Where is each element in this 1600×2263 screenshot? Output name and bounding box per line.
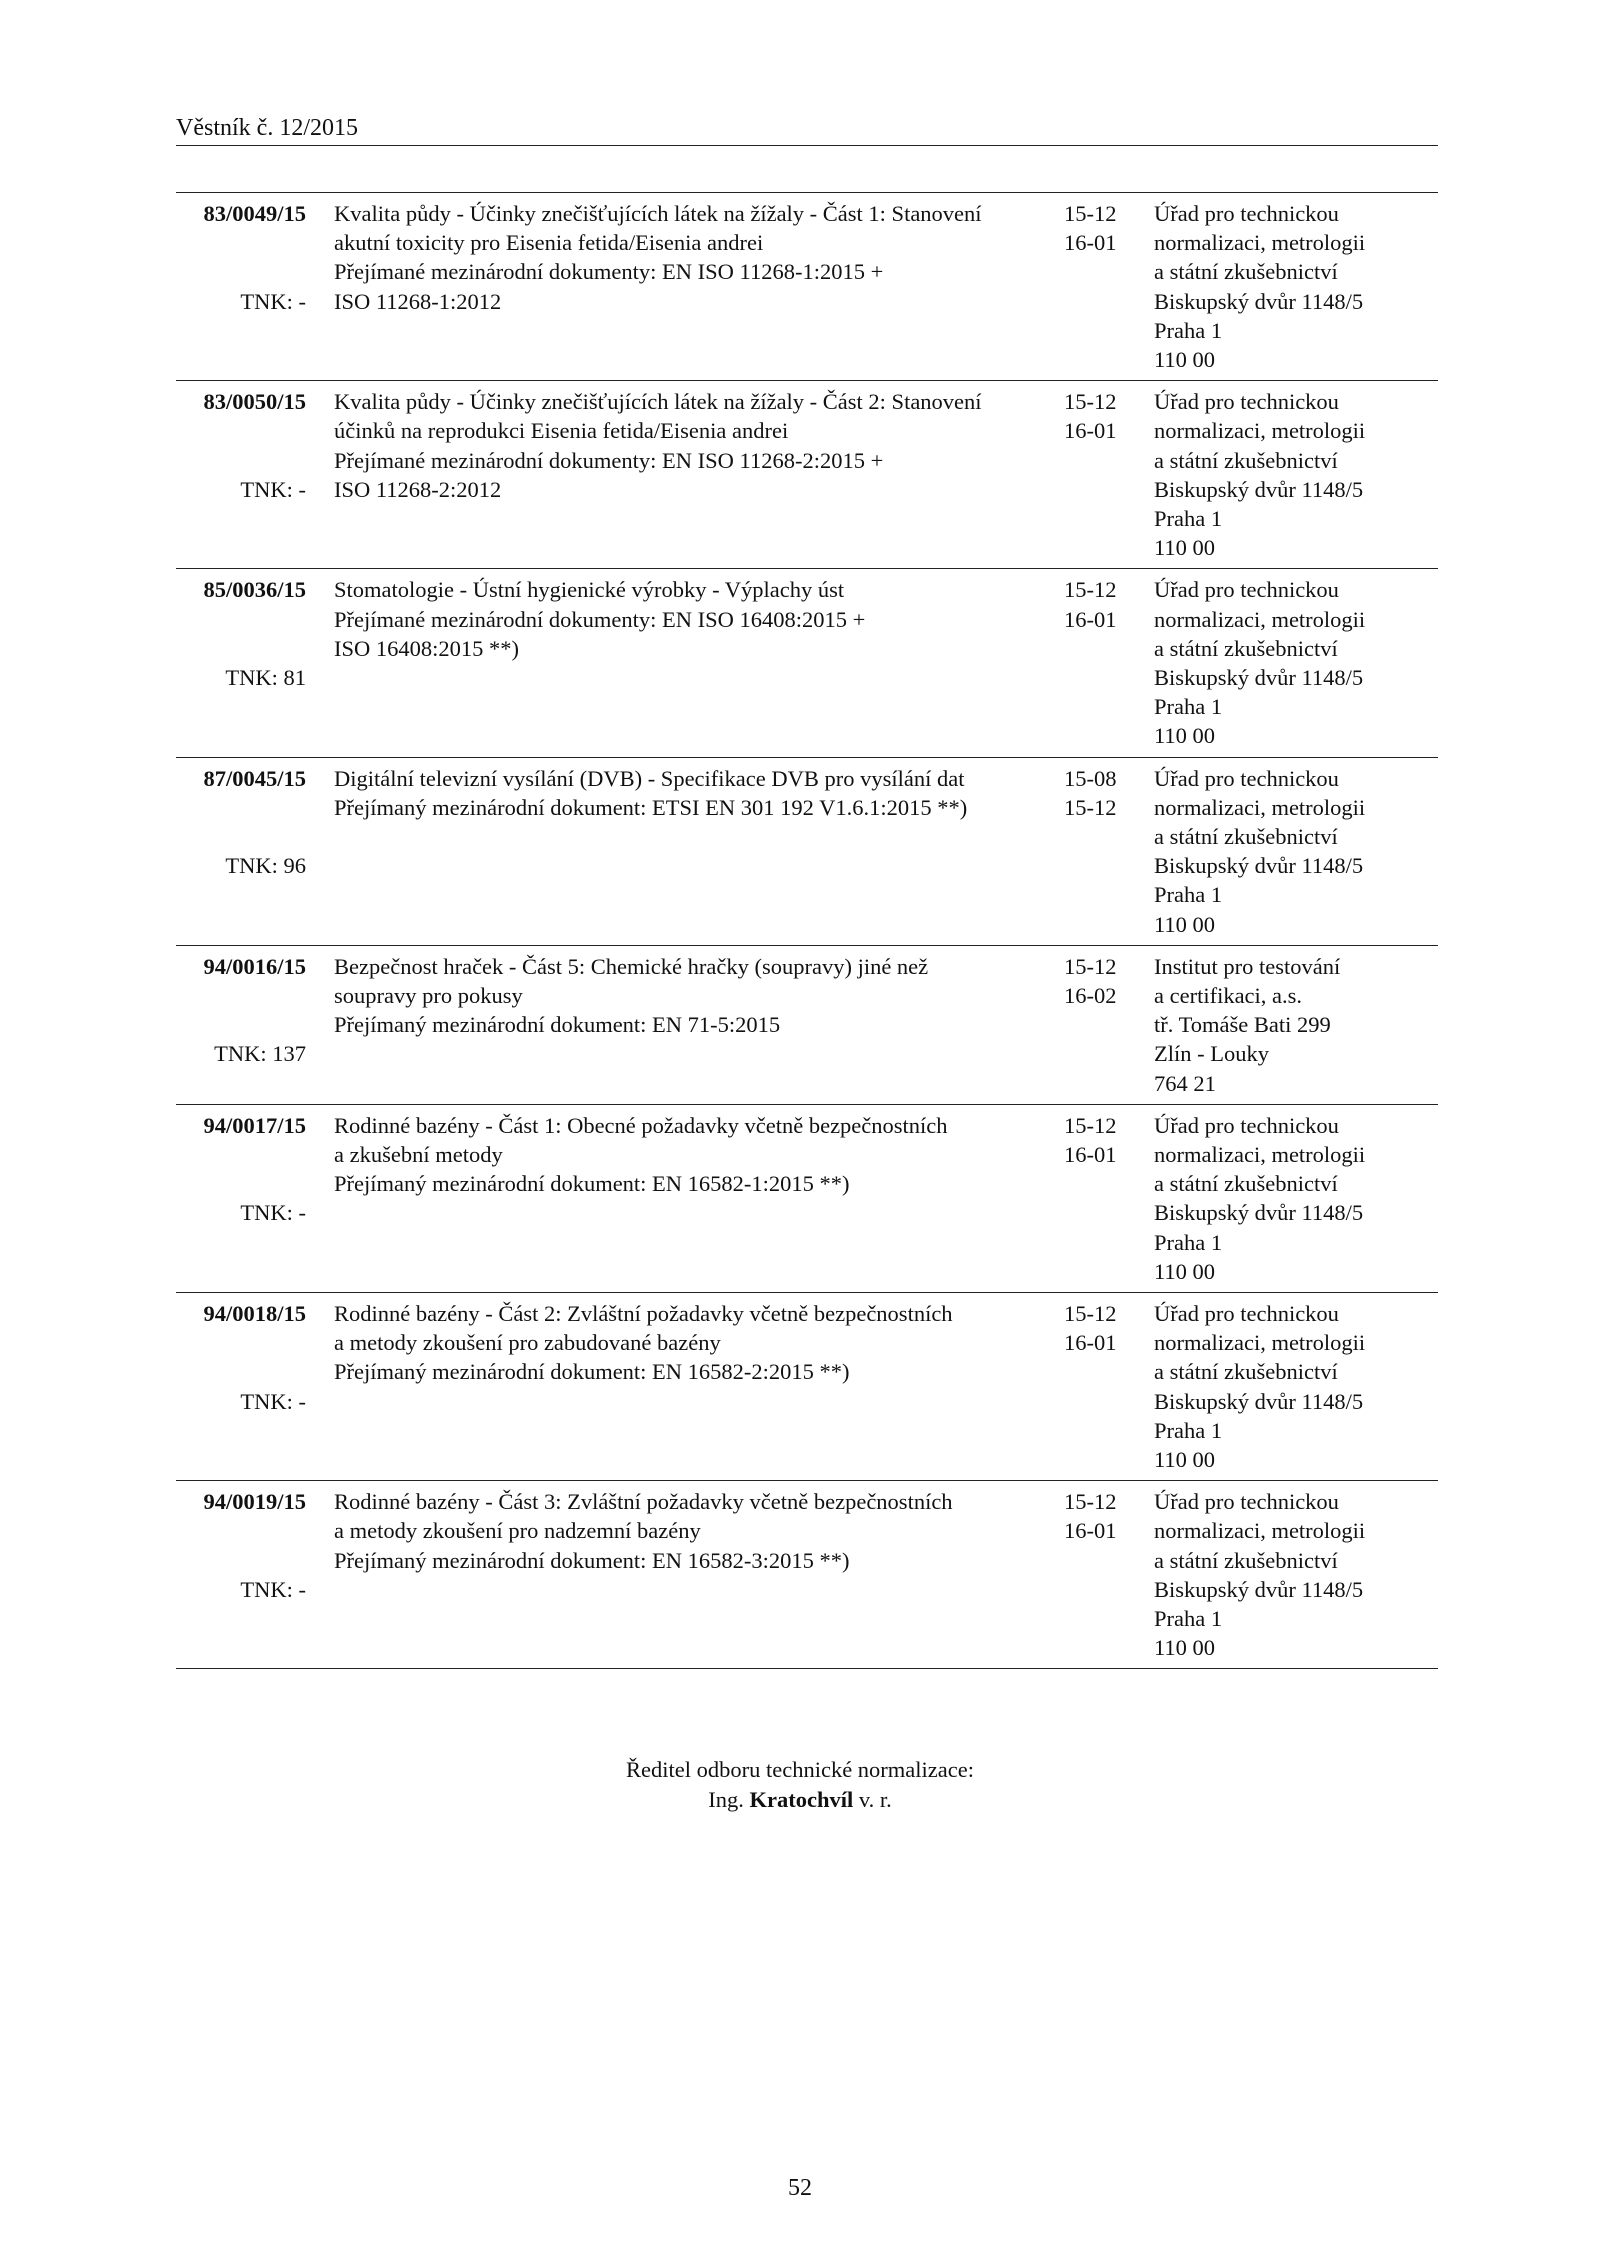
address-line: a státní zkušebnictví xyxy=(1154,447,1338,473)
dates-column xyxy=(1064,764,1144,822)
address-line: normalizaci, metrologii xyxy=(1154,1518,1366,1544)
standard-title xyxy=(334,1487,1054,1575)
table-row xyxy=(176,381,1438,569)
dates-column xyxy=(1064,575,1144,633)
address-line: Praha 1 xyxy=(1154,694,1223,720)
date-value: 16-01 xyxy=(1064,230,1117,256)
address-line: Úřad pro technickou xyxy=(1154,201,1339,226)
row-identifier xyxy=(176,952,306,1098)
title-line: účinků na reprodukci Eisenia fetida/Eisenia andrei xyxy=(334,418,789,444)
processor-address xyxy=(1154,199,1444,374)
address-line: a státní zkušebnictví xyxy=(1154,823,1338,849)
address-line: Biskupský dvůr 1148/5 xyxy=(1154,288,1364,314)
address-line: Úřad pro technickou xyxy=(1154,1489,1339,1515)
title-line: Rodinné bazény - Část 2: Zvláštní požadavky včetně bezpečnostních xyxy=(334,1300,953,1326)
title-line: a metody zkoušení pro zabudované bazény xyxy=(334,1330,721,1356)
standard-title xyxy=(334,1299,1054,1387)
table-row xyxy=(176,1481,1438,1668)
table-row xyxy=(176,1105,1438,1293)
address-line: Úřad pro technickou xyxy=(1154,389,1339,415)
address-line: Úřad pro technickou xyxy=(1154,765,1339,791)
address-line: tř. Tomáše Bati 299 xyxy=(1154,1012,1331,1038)
signature-suffix: v. r. xyxy=(858,1787,892,1812)
address-line: a státní zkušebnictví xyxy=(1154,1359,1338,1385)
address-line: Biskupský dvůr 1148/5 xyxy=(1154,476,1364,502)
address-line: Praha 1 xyxy=(1154,882,1223,908)
address-line: Praha 1 xyxy=(1154,506,1223,531)
date-value: 15-12 xyxy=(1064,953,1117,979)
standard-number: 87/0045/15 xyxy=(203,765,306,791)
address-line: 110 00 xyxy=(1154,1446,1216,1472)
title-line: Kvalita půdy - Účinky znečišťujících látek na žížaly - Část 2: Stanovení xyxy=(334,389,982,415)
processor-address xyxy=(1154,1487,1444,1662)
date-value: 15-12 xyxy=(1064,794,1117,820)
address-line: a státní zkušebnictví xyxy=(1154,635,1338,661)
table-row xyxy=(176,193,1438,381)
row-identifier xyxy=(176,575,306,750)
signature-role: Ředitel odboru technické normalizace: xyxy=(626,1757,974,1782)
processor-address xyxy=(1154,764,1444,939)
row-identifier xyxy=(176,1111,306,1286)
address-line: Praha 1 xyxy=(1154,317,1223,343)
title-line: akutní toxicity pro Eisenia fetida/Eisenia andrei xyxy=(334,230,764,256)
processor-address xyxy=(1154,1111,1444,1286)
processor-address xyxy=(1154,1299,1444,1474)
date-value: 15-12 xyxy=(1064,577,1117,603)
table-row xyxy=(176,1293,1438,1481)
title-line: ISO 16408:2015 **) xyxy=(334,635,519,661)
address-line: normalizaci, metrologii xyxy=(1154,418,1366,444)
row-identifier xyxy=(176,387,306,562)
title-line: Přejímané mezinárodní dokumenty: EN ISO 11268-2:2015 + xyxy=(334,447,884,473)
address-line: normalizaci, metrologii xyxy=(1154,230,1366,256)
title-line: Bezpečnost hraček - Část 5: Chemické hračky (soupravy) jiné než xyxy=(334,953,929,979)
address-line: 764 21 xyxy=(1154,1070,1216,1096)
row-identifier xyxy=(176,199,306,374)
tnk-label: TNK: 81 xyxy=(225,664,306,690)
address-line: normalizaci, metrologii xyxy=(1154,1330,1366,1356)
date-value: 16-01 xyxy=(1064,418,1117,444)
tnk-label: TNK: 96 xyxy=(225,853,306,879)
standard-title xyxy=(334,764,1054,822)
title-line: Digitální televizní vysílání (DVB) - Specifikace DVB pro vysílání dat xyxy=(334,765,965,791)
standard-number: 83/0050/15 xyxy=(203,389,306,415)
title-line: ISO 11268-2:2012 xyxy=(334,476,502,502)
tnk-label: TNK: - xyxy=(240,476,306,502)
address-line: Praha 1 xyxy=(1154,1229,1223,1255)
address-line: Zlín - Louky xyxy=(1154,1041,1269,1067)
tnk-label: TNK: - xyxy=(240,1200,306,1226)
title-line: Přejímaný mezinárodní dokument: EN 16582-2:2015 **) xyxy=(334,1359,850,1385)
title-line: Přejímaný mezinárodní dokument: EN 16582-1:2015 **) xyxy=(334,1171,850,1197)
address-line: normalizaci, metrologii xyxy=(1154,794,1366,820)
address-line: a certifikaci, a.s. xyxy=(1154,982,1303,1008)
processor-address xyxy=(1154,952,1444,1098)
address-line: a státní zkušebnictví xyxy=(1154,1547,1338,1573)
date-value: 16-01 xyxy=(1064,1330,1117,1356)
title-line: Přejímaný mezinárodní dokument: ETSI EN 301 192 V1.6.1:2015 **) xyxy=(334,794,968,820)
standard-number: 94/0016/15 xyxy=(203,953,306,979)
bulletin-title: Věstník č. 12/2015 xyxy=(176,115,358,141)
address-line: a státní zkušebnictví xyxy=(1154,259,1338,285)
address-line: a státní zkušebnictví xyxy=(1154,1171,1338,1197)
address-line: Biskupský dvůr 1148/5 xyxy=(1154,853,1364,879)
address-line: 110 00 xyxy=(1154,1635,1216,1661)
address-line: Biskupský dvůr 1148/5 xyxy=(1154,1200,1364,1226)
signature-name-line xyxy=(0,1785,1600,1815)
standard-title xyxy=(334,199,1054,316)
address-line: 110 00 xyxy=(1154,911,1216,937)
date-value: 15-12 xyxy=(1064,201,1117,226)
date-value: 15-12 xyxy=(1064,1112,1117,1138)
standards-table xyxy=(176,192,1438,1669)
title-line: a metody zkoušení pro nadzemní bazény xyxy=(334,1518,701,1544)
title-line: soupravy pro pokusy xyxy=(334,982,523,1008)
address-line: 110 00 xyxy=(1154,535,1216,561)
tnk-label: TNK: - xyxy=(240,1388,306,1414)
dates-column xyxy=(1064,1487,1144,1545)
title-line: ISO 11268-1:2012 xyxy=(334,288,502,314)
row-identifier xyxy=(176,1487,306,1662)
processor-address xyxy=(1154,575,1444,750)
date-value: 16-01 xyxy=(1064,606,1117,632)
date-value: 15-08 xyxy=(1064,765,1117,791)
address-line: Praha 1 xyxy=(1154,1605,1223,1631)
signature-prefix: Ing. xyxy=(708,1787,744,1812)
address-line: normalizaci, metrologii xyxy=(1154,1141,1366,1167)
standard-title xyxy=(334,952,1054,1040)
row-identifier xyxy=(176,764,306,939)
page-header xyxy=(176,113,1438,146)
title-line: Přejímané mezinárodní dokumenty: EN ISO 16408:2015 + xyxy=(334,606,866,632)
standard-number: 94/0018/15 xyxy=(203,1300,306,1326)
table-row xyxy=(176,946,1438,1105)
address-line: Úřad pro technickou xyxy=(1154,1112,1339,1138)
dates-column xyxy=(1064,1299,1144,1357)
tnk-label: TNK: 137 xyxy=(214,1041,306,1067)
standard-number: 94/0017/15 xyxy=(203,1112,306,1138)
date-value: 16-02 xyxy=(1064,982,1117,1008)
date-value: 15-12 xyxy=(1064,389,1117,415)
date-value: 15-12 xyxy=(1064,1489,1117,1515)
table-row xyxy=(176,569,1438,757)
title-line: a zkušební metody xyxy=(334,1141,503,1167)
address-line: normalizaci, metrologii xyxy=(1154,606,1366,632)
table-row xyxy=(176,758,1438,946)
address-line: Biskupský dvůr 1148/5 xyxy=(1154,1388,1364,1414)
title-line: Stomatologie - Ústní hygienické výrobky - Výplachy úst xyxy=(334,577,845,603)
signature-name: Kratochvíl xyxy=(749,1787,854,1812)
address-line: Biskupský dvůr 1148/5 xyxy=(1154,664,1364,690)
address-line: Praha 1 xyxy=(1154,1417,1223,1443)
address-line: Úřad pro technickou xyxy=(1154,577,1339,603)
standard-number: 83/0049/15 xyxy=(203,201,306,226)
address-line: Úřad pro technickou xyxy=(1154,1300,1339,1326)
dates-column xyxy=(1064,387,1144,445)
date-value: 16-01 xyxy=(1064,1141,1117,1167)
signature-block xyxy=(0,1755,1600,1815)
title-line: Přejímaný mezinárodní dokument: EN 16582-3:2015 **) xyxy=(334,1547,850,1573)
tnk-label: TNK: - xyxy=(240,288,306,314)
standard-title xyxy=(334,387,1054,504)
standard-number: 94/0019/15 xyxy=(203,1489,306,1515)
dates-column xyxy=(1064,199,1144,257)
address-line: 110 00 xyxy=(1154,347,1216,373)
processor-address xyxy=(1154,387,1444,562)
tnk-label: TNK: - xyxy=(240,1576,306,1602)
title-line: Rodinné bazény - Část 1: Obecné požadavky včetně bezpečnostních xyxy=(334,1112,948,1138)
title-line: Přejímané mezinárodní dokumenty: EN ISO 11268-1:2015 + xyxy=(334,259,884,285)
standard-number: 85/0036/15 xyxy=(203,577,306,603)
address-line: Institut pro testování xyxy=(1154,953,1341,979)
date-value: 16-01 xyxy=(1064,1518,1117,1544)
address-line: Biskupský dvůr 1148/5 xyxy=(1154,1576,1364,1602)
standard-title xyxy=(334,575,1054,663)
row-identifier xyxy=(176,1299,306,1474)
dates-column xyxy=(1064,952,1144,1010)
dates-column xyxy=(1064,1111,1144,1169)
address-line: 110 00 xyxy=(1154,1258,1216,1284)
title-line: Rodinné bazény - Část 3: Zvláštní požadavky včetně bezpečnostních xyxy=(334,1489,953,1515)
standard-title xyxy=(334,1111,1054,1199)
title-line: Kvalita půdy - Účinky znečišťujících látek na žížaly - Část 1: Stanovení xyxy=(334,201,982,226)
page-number: 52 xyxy=(788,2175,812,2201)
address-line: 110 00 xyxy=(1154,723,1216,749)
date-value: 15-12 xyxy=(1064,1300,1117,1326)
title-line: Přejímaný mezinárodní dokument: EN 71-5:2015 xyxy=(334,1012,781,1038)
